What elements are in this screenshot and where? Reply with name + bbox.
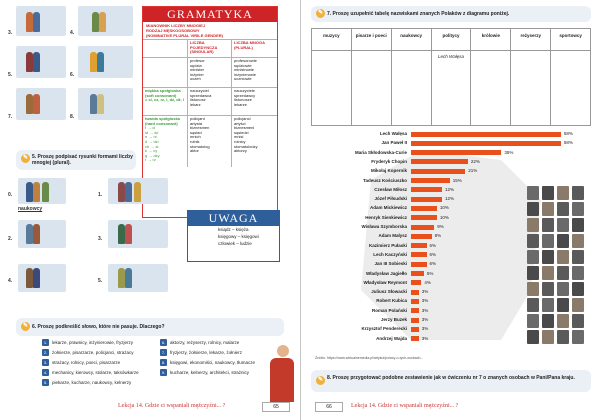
page-number: 65 (262, 402, 290, 412)
portrait-photo (527, 282, 539, 296)
bar-value-label: 10% (439, 205, 449, 211)
portrait-photo (527, 266, 539, 280)
illustration (18, 220, 66, 248)
table-cell[interactable] (470, 51, 510, 125)
illustration (18, 264, 66, 292)
bar (411, 150, 501, 155)
bar-value-label: 5% (426, 270, 434, 276)
bar-label: Fryderyk Chopin (371, 158, 407, 164)
bar (411, 159, 468, 164)
answer-table (311, 28, 591, 126)
bar-value-label: 3% (421, 335, 429, 341)
portrait-photo (557, 234, 569, 248)
illustration (16, 46, 66, 78)
task-5-illustrations: naukowcy 0. 1. 2. 3. 4. 5. (8, 178, 183, 306)
bar-label: Lech Kaczyński (373, 251, 407, 257)
portrait-photo (542, 250, 554, 264)
bar-value-label: 3% (421, 317, 429, 322)
bar (411, 206, 437, 211)
bar (411, 290, 419, 295)
table-header: muzycy (323, 33, 340, 38)
bar (411, 299, 419, 304)
bar-value-label: 22% (470, 158, 480, 164)
portrait-photo (572, 314, 584, 328)
portrait-photo (542, 314, 554, 328)
portrait-photo (527, 330, 539, 344)
portrait-photo (572, 202, 584, 216)
bar-value-label: 4% (424, 279, 431, 285)
pencil-icon: ✎ (317, 377, 324, 383)
portrait-photo (527, 218, 539, 232)
bar (411, 336, 419, 341)
bar (411, 215, 437, 220)
bar-label: Roman Polański (371, 307, 407, 313)
bar-label: Kazimierz Pułaski (368, 242, 407, 248)
bar-value-label: 58% (563, 140, 573, 146)
portrait-photo (572, 250, 584, 264)
illustration (18, 178, 66, 204)
portrait-photo (542, 186, 554, 200)
bar-label: Mikołaj Kopernik (370, 168, 407, 174)
portrait-photo (572, 330, 584, 344)
bar-label: Juliusz Słowacki (371, 289, 407, 295)
portrait-photo (527, 234, 539, 248)
list-item[interactable]: 9. kucharze, kelnerzy, architekci, strażnicy (161, 370, 249, 376)
portrait-photo (542, 218, 554, 232)
bar-label: Władysław Jagiełło (365, 270, 407, 276)
portrait-photo (557, 298, 569, 312)
illustration (78, 6, 133, 36)
bar (411, 187, 442, 192)
bar (411, 132, 561, 137)
bar-label: Tadeusz Kościuszko (363, 177, 407, 183)
note-item: księgowy – księgowi (218, 234, 259, 239)
bar-label: Henryk Sienkiewicz (365, 214, 407, 220)
bar-label: Krzysztof Penderecki (361, 326, 407, 332)
bar-label: Jan Paweł II (381, 140, 407, 146)
bar-value-label: 12% (445, 186, 455, 192)
table-header: reżyserzy (510, 29, 550, 50)
bar (411, 252, 427, 257)
bar-label: Józef Piłsudski (374, 196, 407, 202)
pencil-icon: ✎ (317, 10, 324, 16)
bar-value-label: 12% (445, 196, 455, 202)
grammar-row-1: profesor sędzia minister inżynier uczeń profesorowie sędziowie ministrowie inżynierowie uczniowie (143, 57, 277, 87)
bar-value-label: 58% (563, 131, 573, 136)
portrait-photo (572, 186, 584, 200)
list-item[interactable]: 2. żołnierze, pisarzarze, policjanci, strażacy (43, 350, 134, 356)
illustration (16, 6, 66, 36)
table-header: pisarze i poeci (351, 29, 391, 50)
illustration (78, 46, 133, 78)
grammar-header-row: LICZBA POJEDYNCZA (SINGULAR) LICZBA MNOGA (PLURAL) (143, 39, 277, 57)
bar-value-label: 21% (468, 168, 478, 174)
right-page (300, 0, 600, 420)
bar (411, 234, 432, 239)
table-header: sportowcy (550, 29, 590, 50)
table-cell[interactable] (351, 51, 391, 125)
illustration (108, 178, 168, 204)
table-cell[interactable] (391, 51, 431, 125)
table-header: naukowcy (391, 29, 431, 50)
illustration (16, 88, 66, 120)
bar-value-label: 6% (429, 251, 437, 257)
list-item[interactable]: 6. aktorzy, reżyserzy, rolnicy, malarze (161, 340, 240, 346)
bar (411, 169, 465, 174)
bar-label: Lech Wałęsa (379, 131, 407, 136)
grammar-row-2: miękka spółgłoska (soft consonant) = ci, cz, rz, l, dź, dż, l nauczyciel sprzedawca listonosz lekarz nauczyciele sprzedawcy listonosze lekarze (143, 87, 277, 115)
bar (411, 225, 434, 230)
table-header-row (312, 29, 590, 51)
bar (411, 178, 450, 183)
bar (411, 318, 419, 323)
portrait-photo (557, 266, 569, 280)
portrait-photo (527, 314, 539, 328)
task-5-header: ✎ 5. Proszę podpisać rysunki formami liczby mnogiej (plural). (16, 150, 136, 170)
portrait-photo (572, 266, 584, 280)
table-header: królowie (470, 29, 510, 50)
bar-label: Maria Skłodowska-Curie (354, 149, 407, 155)
bar (411, 262, 427, 267)
list-item[interactable]: 1. lekarze, prawnicy, inżynierowie, fryzjerzy (43, 340, 133, 346)
bar-label: Adam Mickiewicz (369, 205, 407, 211)
task-8-header: ✎ 8. Proszę przygotować podobne zestawienie jak w ćwiczeniu nr 7 o znanych osobach w Pani/Pana kraju. (311, 370, 591, 392)
footer (301, 400, 600, 414)
bar (411, 243, 427, 248)
grammar-title: GRAMATYKA (143, 7, 277, 22)
list-item[interactable]: 4. mechanicy, kierowcy, stolarze, taksówkarze (43, 370, 139, 376)
bar-label: Czesław Miłosz (374, 186, 407, 192)
table-header: politycy (431, 29, 471, 50)
bar-value-label: 15% (452, 177, 462, 183)
bar-value-label: 3% (421, 307, 429, 313)
illustration (108, 264, 168, 292)
portrait-photo (572, 234, 584, 248)
bar-value-label: 9% (437, 224, 444, 229)
table-body-row (312, 51, 590, 125)
man-illustration (270, 345, 296, 405)
portrait-photo (542, 202, 554, 216)
bar-label: Władysław Reymont (363, 279, 407, 285)
bar-value-label: 6% (429, 242, 437, 248)
bar-label: Andrzej Wajda (376, 335, 407, 341)
note-box (187, 210, 280, 262)
portrait-photo (542, 266, 554, 280)
portrait-photo (542, 234, 554, 248)
source-note: Źródło: https://www.wirtualnemedia.pl/artykul/polacy-o-tych-osobach... (315, 356, 424, 360)
portrait-photo (542, 330, 554, 344)
bar-label: Jerzy Buzek (380, 317, 407, 322)
bar (411, 327, 419, 332)
illustration (78, 88, 133, 120)
portrait-photo (557, 186, 569, 200)
bar-label: Jan III Sobieski (374, 261, 407, 267)
pencil-icon: ✎ (22, 323, 29, 329)
bar-label: Adam Małysz (378, 233, 407, 239)
portrait-photo (557, 330, 569, 344)
portrait-photo (572, 282, 584, 296)
grammar-subtitle: MIANOWNIK LICZBY MNOGIEJ RODZAJ MĘSKOOSOBOWY (NOMINATIVE PLURAL VIRILE GENDER) (146, 23, 223, 38)
bar (411, 308, 419, 313)
bar (411, 271, 424, 276)
portrait-photo (557, 250, 569, 264)
table-cell[interactable] (550, 51, 590, 125)
portrait-photo (527, 298, 539, 312)
portrait-photo (527, 186, 539, 200)
illustration (108, 220, 168, 248)
table-cell[interactable] (312, 51, 351, 125)
table-cell[interactable]: Lech Wałęsa (431, 51, 471, 125)
bar-value-label: 3% (421, 289, 429, 295)
grammar-row-3: twarda spółgłoska (hard consonant) t → ci st → ść n → ni d → dzi ch → si k → cy g → dzy r → rz policjant artysta biznesmen sąsiad mnich rolnik stomatolog aktor policjanci artyści biznesmeni sąsiedzi mnisi rolnicy stomatolodzy aktorzy (143, 115, 277, 167)
portrait-photo (557, 314, 569, 328)
bar-label: Wisława Szymborska (361, 224, 407, 229)
portrait-photo (557, 202, 569, 216)
footer-text: Lekcja 14. Gdzie ci wspaniali mężczyźni... ? (118, 403, 226, 409)
portrait-grid (527, 186, 587, 346)
bar-value-label: 3% (421, 326, 429, 332)
bar (411, 197, 442, 202)
footer (0, 400, 300, 414)
task-6-header: ✎ 6. Proszę podkreślić słowo, które nie pasuje. Dlaczego? (16, 318, 284, 336)
pencil-icon: ✎ (22, 155, 29, 161)
example-answer: naukowcy (18, 206, 43, 212)
bar-value-label: 6% (429, 261, 437, 267)
bar-value-label: 8% (434, 233, 442, 239)
page-number: 66 (315, 402, 343, 412)
note-item: człowiek – ludzie (218, 241, 252, 246)
table-cell[interactable] (510, 51, 550, 125)
portrait-photo (557, 282, 569, 296)
portrait-photo (572, 298, 584, 312)
portrait-photo (527, 202, 539, 216)
list-item[interactable]: 8. księgowi, ekonomiści, naukowcy, tłumacze (161, 360, 255, 366)
list-item[interactable]: 3. strażacy, rolnicy, poeci, pisarzarze (43, 360, 121, 366)
bar-value-label: 3% (421, 298, 429, 304)
bar-value-label: 35% (504, 149, 514, 155)
portrait-photo (527, 250, 539, 264)
list-item[interactable]: 5. piekarze, kucharze, naukowcy, kelnerzy (43, 380, 132, 386)
note-title: UWAGA (188, 211, 279, 226)
bar-label: Robert Kubica (376, 298, 407, 304)
list-item[interactable]: 7. fryzjerzy, żołnierze, lekarze, żołnierz (161, 350, 242, 356)
bar (411, 141, 561, 146)
footer-text: Lekcja 14. Gdzie ci wspaniali mężczyźni... ? (351, 403, 459, 409)
portrait-photo (557, 218, 569, 232)
portrait-photo (542, 282, 554, 296)
occupation-illustrations: 3. 4. 5. 6. 7. 8. (8, 6, 136, 124)
portrait-photo (572, 218, 584, 232)
task-7-header: ✎ 7. Proszę uzupełnić tabelę nazwiskami znanych Polaków z diagramu poniżej. (311, 6, 591, 22)
portrait-photo (542, 298, 554, 312)
bar-value-label: 10% (439, 214, 449, 220)
note-item: ksiądz – księża (218, 227, 249, 232)
bar (411, 280, 421, 285)
